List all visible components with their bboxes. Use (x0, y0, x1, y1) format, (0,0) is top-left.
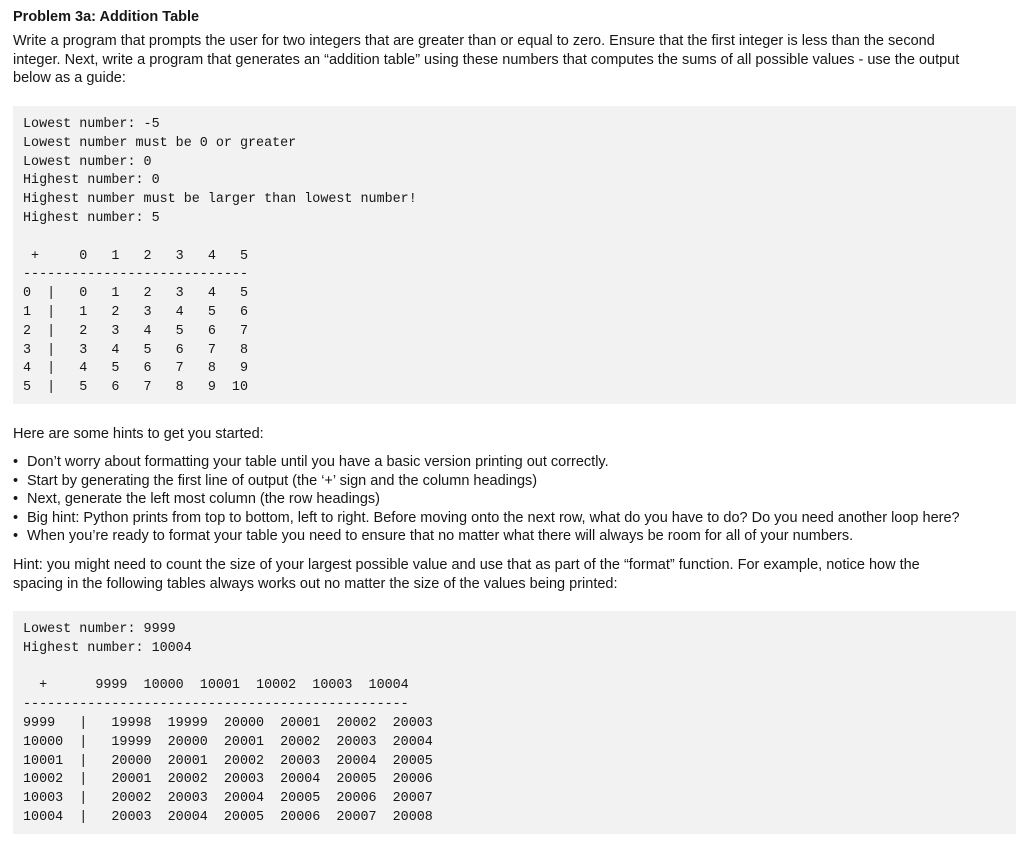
bullet-icon: • (13, 454, 19, 470)
list-item (13, 527, 960, 546)
example-output-2 (23, 621, 433, 828)
prompt-line: Lowest number: -5 (23, 117, 160, 132)
format-hint-line: Hint: you might need to count the size of your largest possible value and use that as part of the “format” function. For example, notice how the (13, 557, 920, 573)
prompt-line: Highest number must be larger than lowest number! (23, 192, 417, 208)
hints-list (13, 453, 960, 546)
example-output-1 (23, 116, 417, 398)
prompt-line: Lowest number must be 0 or greater (23, 135, 297, 151)
prompt-line: Lowest number: 9999 (23, 622, 176, 637)
hint-text: Next, generate the left most column (the row headings) (27, 491, 381, 508)
hint-text: Don’t worry about formatting your table until you have a basic version printing out correctly. (27, 454, 609, 470)
prompt-line: Highest number: 0 (23, 173, 160, 189)
table-row: 10002 | 20001 20002 20003 20004 20005 20006 (23, 772, 433, 788)
hints-heading: Here are some hints to get you started: (13, 426, 264, 442)
table-row: 10000 | 19999 20000 20001 20002 20003 20004 (23, 734, 433, 750)
list-item (13, 453, 960, 472)
list-item (13, 490, 960, 509)
table-row: 10001 | 20000 20001 20002 20003 20004 20005 (23, 753, 433, 769)
hint-text: Start by generating the first line of output (the ‘+’ sign and the column headings) (27, 472, 538, 489)
description-line: integer. Next, write a program that generates an “addition table” using these numbers that computes the sums of all possible values - use the output (13, 51, 960, 68)
table-row: 5 | 5 6 7 8 9 10 (23, 380, 248, 396)
bullet-icon: • (13, 509, 19, 526)
table-row: 9999 | 19998 19999 20000 20001 20002 20003 (23, 715, 433, 731)
example-output-block-1 (13, 106, 1016, 404)
table-row: 1 | 1 2 3 4 5 6 (23, 304, 248, 320)
list-item (13, 472, 960, 491)
bullet-icon: • (13, 528, 19, 545)
table-header-row: + 9999 10000 10001 10002 10003 10004 (23, 678, 409, 694)
prompt-line: Highest number: 5 (23, 210, 160, 226)
table-separator: ---------------------------- (23, 267, 248, 283)
prompt-line: Lowest number: 0 (23, 154, 152, 170)
hint-text: When you’re ready to format your table you need to ensure that no matter what there will always be room for all of your numbers. (27, 528, 854, 545)
table-row: 3 | 3 4 5 6 7 8 (23, 342, 248, 358)
table-separator: ------------------------------------------------ (23, 697, 409, 713)
table-row: 4 | 4 5 6 7 8 9 (23, 361, 248, 377)
example-output-block-2 (13, 611, 1016, 834)
hint-text: Big hint: Python prints from top to bottom, left to right. Before moving onto the next row, what do you have to do? Do you need another loop here? (27, 509, 960, 526)
table-header-row: + 0 1 2 3 4 5 (23, 248, 248, 264)
bullet-icon: • (13, 472, 19, 489)
table-row: 2 | 2 3 4 5 6 7 (23, 323, 248, 339)
prompt-line: Highest number: 10004 (23, 640, 192, 656)
table-row: 0 | 0 1 2 3 4 5 (23, 286, 248, 302)
description-line: Write a program that prompts the user for two integers that are greater than or equal to zero. Ensure that the first integer is less than the second (13, 33, 935, 49)
list-item (13, 509, 960, 528)
table-row: 10004 | 20003 20004 20005 20006 20007 20008 (23, 809, 433, 825)
format-hint-line: spacing in the following tables always works out no matter the size of the values being printed: (13, 576, 618, 592)
description-line: below as a guide: (13, 70, 126, 86)
bullet-icon: • (13, 491, 19, 508)
format-hint (13, 556, 1013, 594)
problem-description (13, 32, 1013, 88)
table-row: 10003 | 20002 20003 20004 20005 20006 20007 (23, 791, 433, 807)
problem-title: Problem 3a: Addition Table (13, 9, 200, 25)
